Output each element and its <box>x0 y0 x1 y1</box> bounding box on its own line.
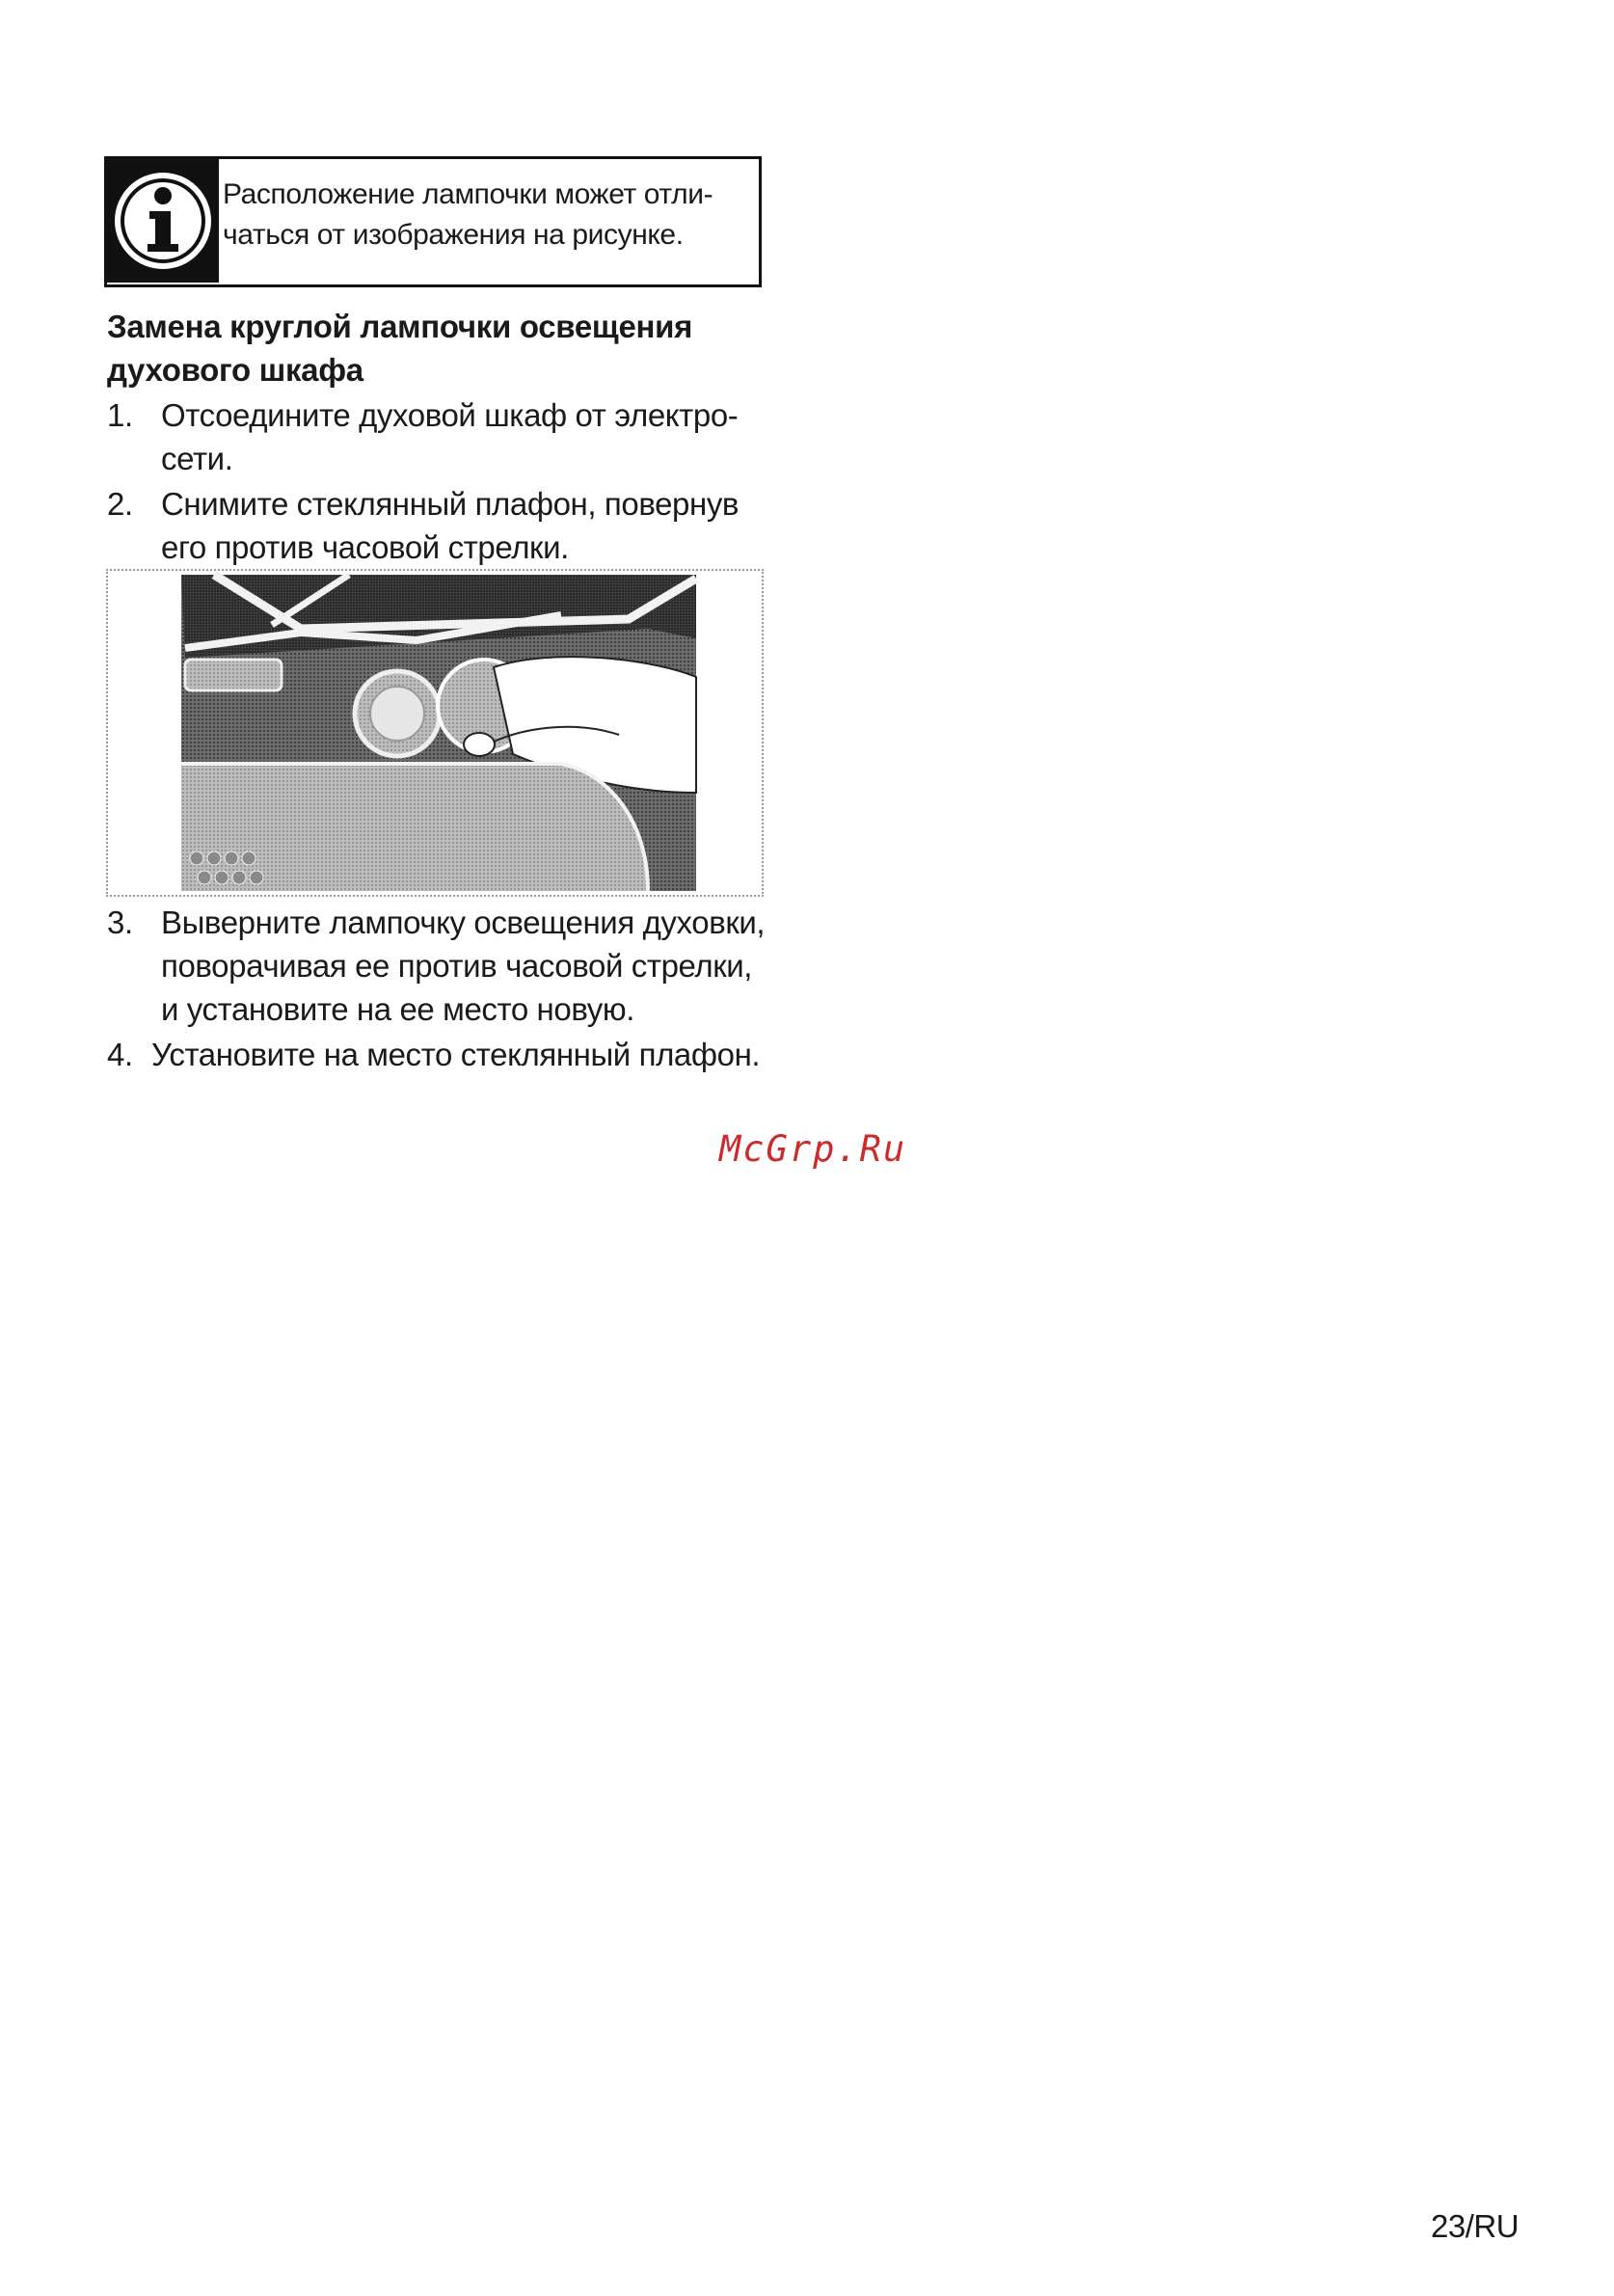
step-3 <box>107 901 765 1031</box>
step-number: 2. <box>107 486 133 522</box>
step-number: 1. <box>107 397 133 433</box>
section-heading <box>107 305 692 392</box>
step-number: 4. <box>107 1037 133 1072</box>
step-1 <box>107 393 738 480</box>
step-text-line-1: Установите на место стеклянный плафон. <box>151 1037 761 1072</box>
step-text-line-1: Снимите стеклянный плафон, повернув <box>161 486 740 522</box>
step-text-line-1: Выверните лампочку освещения духовки, <box>161 905 766 940</box>
step-number: 3. <box>107 905 133 940</box>
note-line-1: Расположение лампочки может отли- <box>223 178 713 210</box>
step-text-line-2: сети. <box>161 441 233 476</box>
oven-lamp-illustration <box>106 569 764 897</box>
step-4 <box>107 1033 760 1076</box>
step-text-line-2: его против часовой стрелки. <box>161 529 569 565</box>
step-text-line-2: поворачивая ее против часовой стрелки, <box>161 948 753 984</box>
heading-line-2: духового шкафа <box>107 352 363 388</box>
watermark: McGrp.Ru <box>719 1128 907 1170</box>
note-line-2: чаться от изображения на рисунке. <box>223 219 684 251</box>
step-text-line-3: и установите на ее место новую. <box>161 991 634 1027</box>
note-text <box>219 159 713 284</box>
info-note <box>104 156 762 287</box>
step-2 <box>107 482 739 569</box>
heading-line-1: Замена круглой лампочки освещения <box>107 309 693 344</box>
page-number: 23/RU <box>1431 2208 1520 2244</box>
step-text-line-1: Отсоедините духовой шкаф от электро- <box>161 397 739 433</box>
info-icon <box>107 159 219 283</box>
